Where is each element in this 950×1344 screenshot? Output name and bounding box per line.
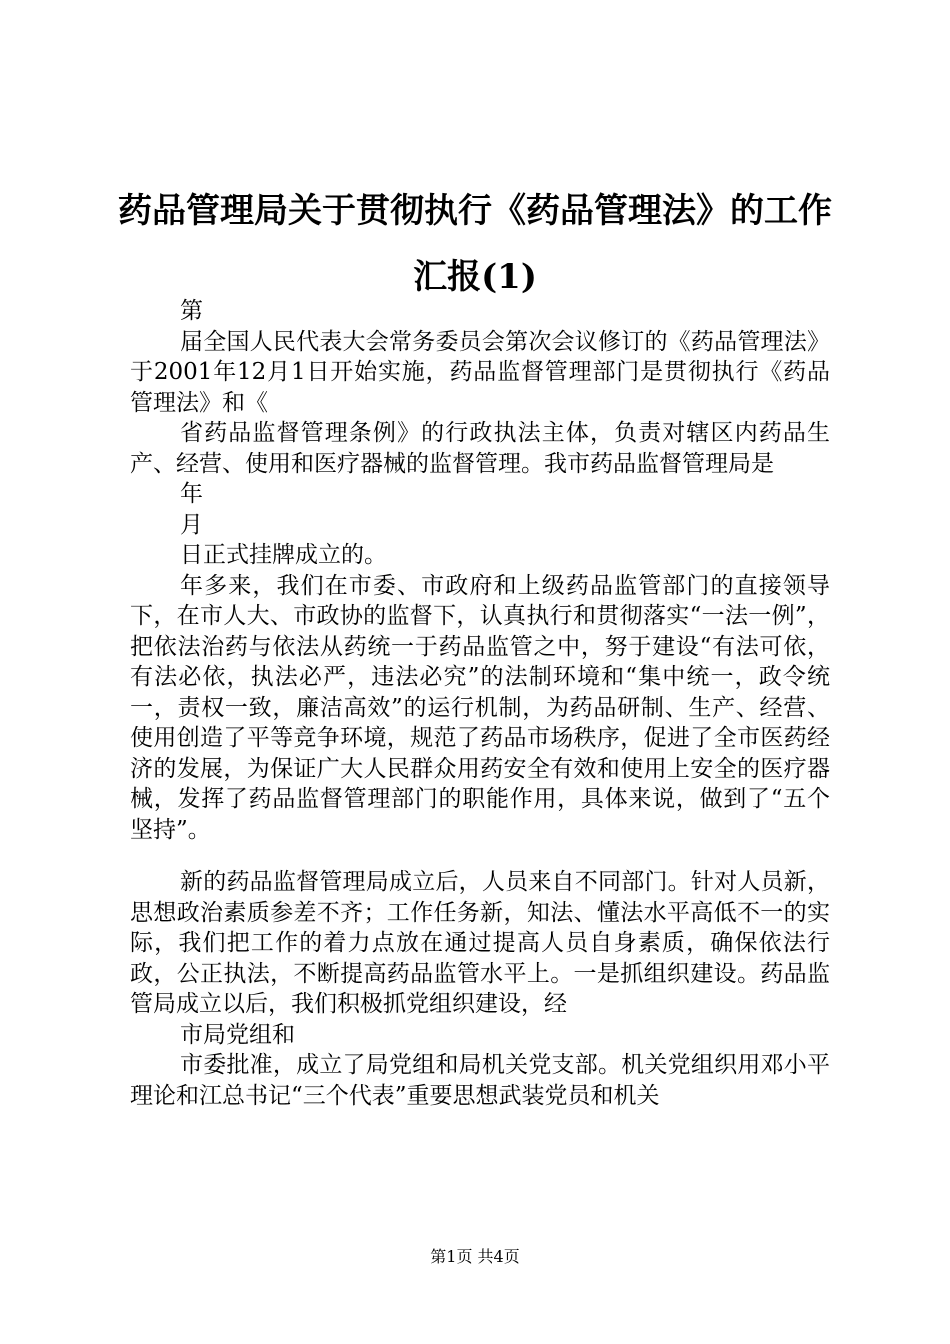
paragraph: 年 bbox=[180, 481, 203, 507]
paragraph: 第 bbox=[180, 298, 203, 324]
paragraph: 新的药品监督管理局成立后，人员来自不同部门。针对人员新，思想政治素质参差不齐；工作任务新，知法、懂法水平高低不一的实际，我们把工作的着力点放在通过提高人员自身素质，确保依法行政，公正执法，不断提高药品监管水平上。一是抓组织建设。药品监管局成立以后，我们积极抓党组织建设，经 bbox=[130, 869, 830, 1017]
paragraph: 省药品监督管理条例》的行政执法主体，负责对辖区内药品生产、经营、使用和医疗器械的监督管理。我市药品监督管理局是 bbox=[130, 420, 830, 477]
paragraph: 市委批准，成立了局党组和局机关党支部。机关党组织用邓小平理论和江总书记“三个代表”重要思想武装党员和机关 bbox=[130, 1052, 830, 1109]
document-body bbox=[130, 296, 830, 1111]
paragraph: 市局党组和 bbox=[180, 1021, 295, 1048]
document-title: 药品管理局关于贯彻执行《药品管理法》的工作汇报(1) bbox=[118, 191, 832, 297]
page-footer: 第1页 共4页 bbox=[430, 1247, 520, 1266]
paragraph: 月 bbox=[180, 511, 203, 538]
paragraph: 日正式挂牌成立的。 bbox=[180, 542, 387, 568]
paragraph: 年多来，我们在市委、市政府和上级药品监管部门的直接领导下，在市人大、市政协的监督下，认真执行和贯彻落实“一法一例”，把依法治药与依法从药统一于药品监管之中，努于建设“有法可依，有法必依，执法必严，违法必究”的法制环境和“集中统一，政令统一，责权一致，廉洁高效”的运行机制，为药品研制、生产、经营、使用创造了平等竞争环境，规范了药品市场秩序，促进了全市医药经济的发展，为保证广大人民群众用药安全有效和使用上安全的医疗器械，发挥了药品监督管理部门的职能作用，具体来说，做到了“五个坚持”。 bbox=[130, 572, 830, 843]
paragraph: 届全国人民代表大会常务委员会第次会议修订的《药品管理法》于2001年12月1日开始实施，药品监督管理部门是贯彻执行《药品管理法》和《 bbox=[130, 328, 830, 416]
